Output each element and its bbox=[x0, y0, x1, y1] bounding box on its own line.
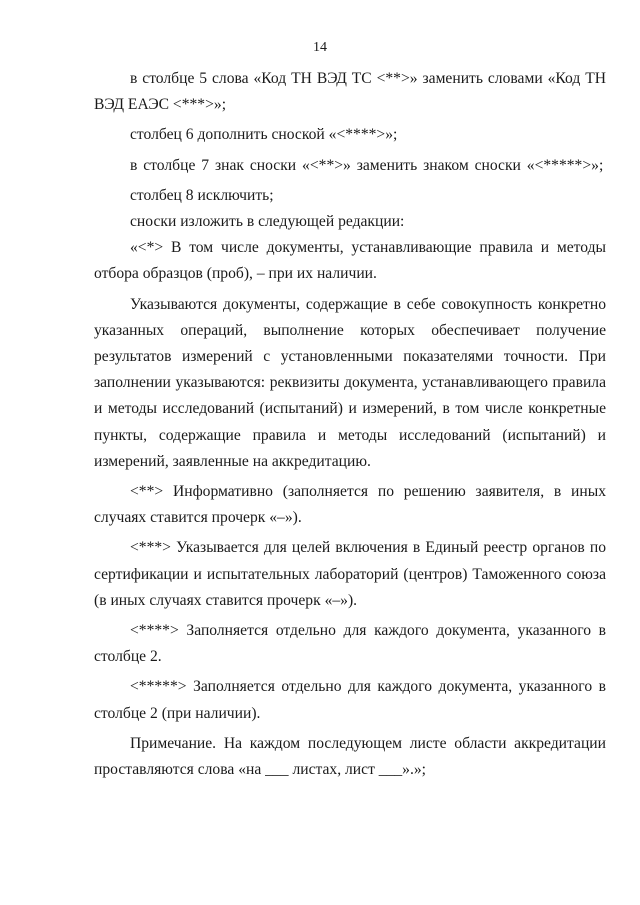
paragraph-7: Указываются документы, содержащие в себе совокупность конкретно указанных операций, выполнение которых обеспечивает получение результатов измерений с установленными показателями точности. При заполнении указываются: реквизиты документа, устанавливающего правила и методы исследований (испытаний) и измерений, в том числе конкретные пункты, содержащие правила и методы исследований (испытаний) и измерений, заявленные на аккредитацию. bbox=[94, 295, 606, 470]
paragraph-2: столбец 6 дополнить сноской «<****>»; bbox=[130, 126, 398, 144]
footnote-5: <*****> Заполняется отдельно для каждого документа, указанного в столбце 2 (при наличии). bbox=[94, 678, 606, 722]
paragraph-6: «<*> В том числе документы, устанавливающие правила и методы отбора образцов (проб), – при их наличии. bbox=[94, 239, 606, 283]
paragraph-3: в столбце 7 знак сноски «<**>» заменить знаком сноски «<*****>»; bbox=[130, 156, 604, 174]
note-paragraph: Примечание. На каждом последующем листе области аккредитации проставляются слова «на ___ листах, лист ___».»; bbox=[94, 734, 606, 779]
footnote-4: <****> Заполняется отдельно для каждого документа, указанного в столбце 2. bbox=[94, 622, 606, 666]
footnote-3: <***> Указывается для целей включения в Единый реестр органов по сертификации и испытательных лабораторий (центров) Таможенного союза (в иных случаях ставится прочерк «–»). bbox=[94, 539, 606, 609]
paragraph-4: столбец 8 исключить; bbox=[130, 186, 274, 204]
paragraph-5: сноски изложить в следующей редакции: bbox=[130, 213, 405, 231]
page-number: 14 bbox=[313, 40, 327, 55]
document-body bbox=[94, 66, 606, 783]
paragraph-1: в столбце 5 слова «Код ТН ВЭД ТС <**>» заменить словами «Код ТН ВЭД ЕАЭС <***>»; bbox=[94, 70, 606, 114]
footnote-2: <**> Информативно (заполняется по решению заявителя, в иных случаях ставится прочерк «–»). bbox=[94, 483, 606, 527]
